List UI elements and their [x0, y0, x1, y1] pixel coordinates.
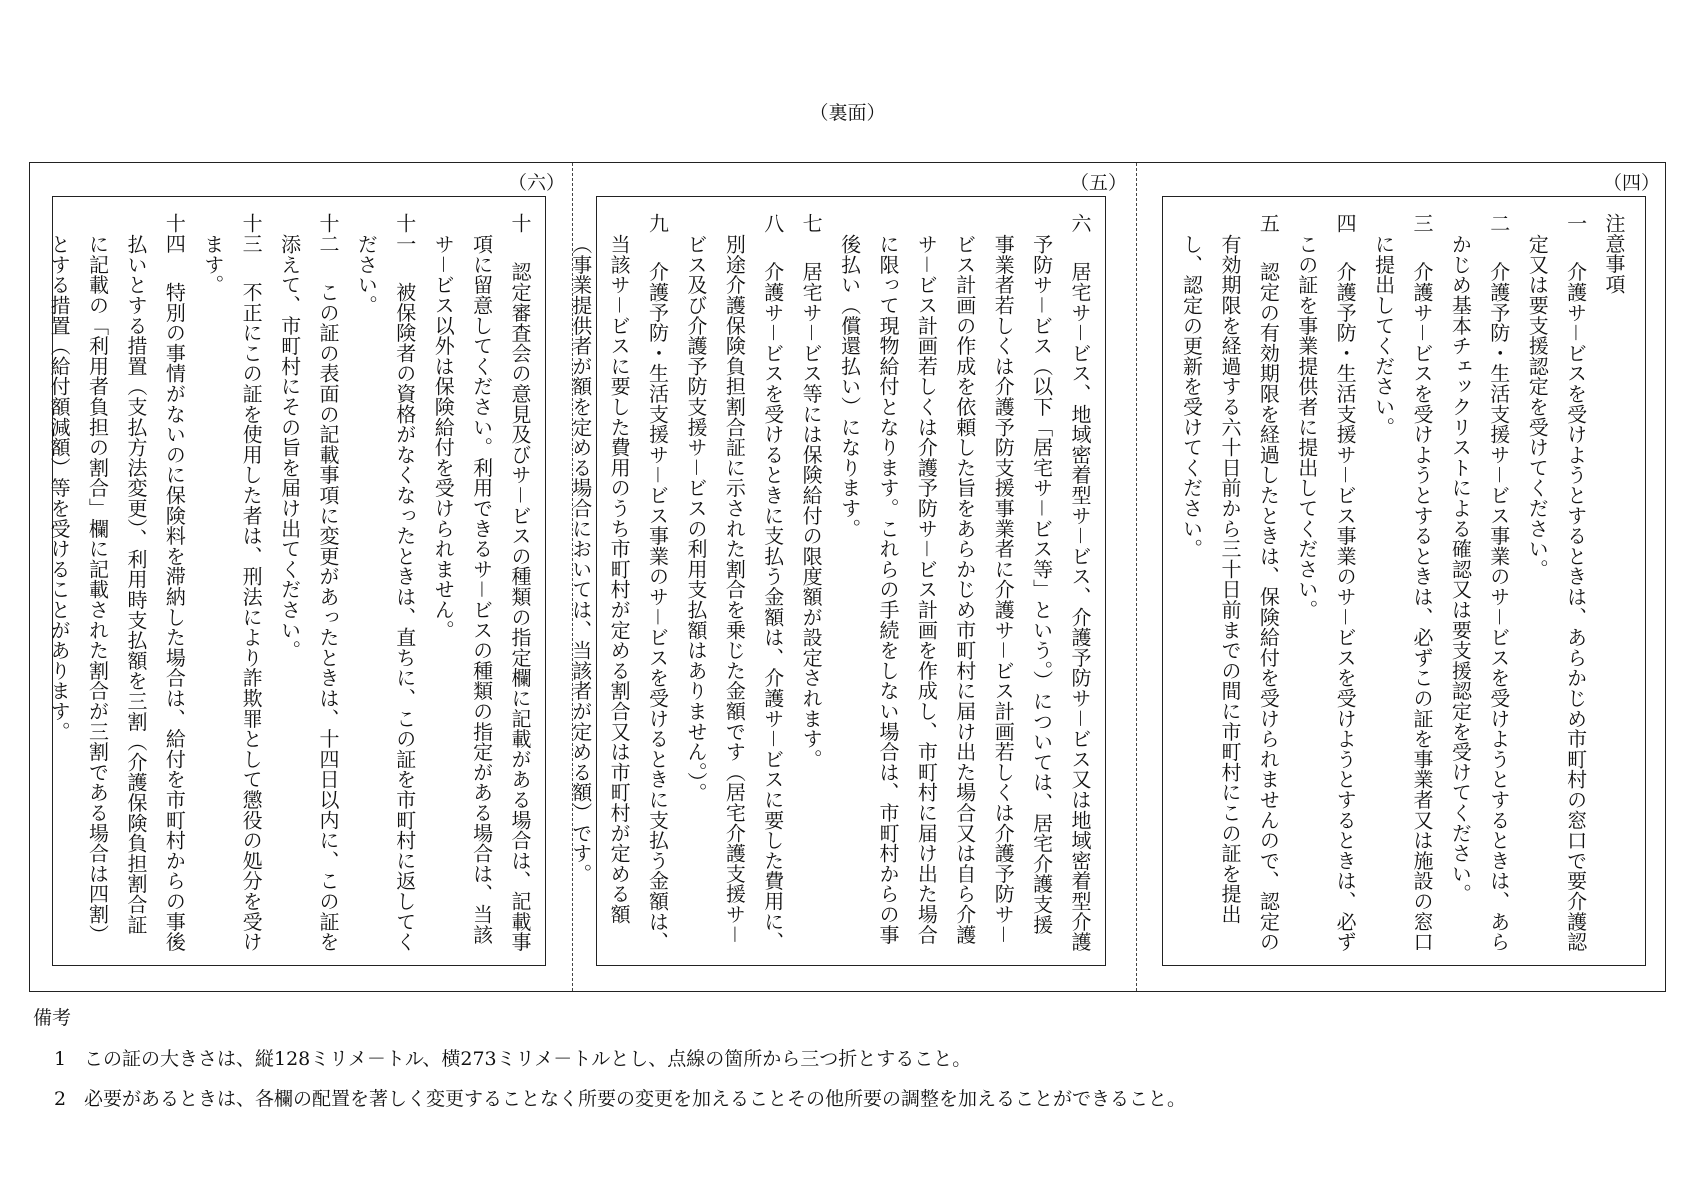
notice-item	[1172, 213, 1287, 953]
remarks-title: 備考	[33, 1007, 72, 1029]
item-number: 十一	[392, 213, 417, 254]
notice-item	[40, 213, 194, 953]
remark-text: この証の大きさは、縦128ミリメ－トル、横273ミリメ－トルとし、点線の箇所から三つ折とすること。	[84, 1048, 972, 1070]
item-number: 十	[508, 213, 532, 234]
notice-item	[1287, 213, 1364, 953]
panel-five-frame	[568, 196, 1106, 966]
panel-six-label: （六）	[508, 172, 566, 194]
item-text: 居宅サ－ビス、地域密着型サ－ビス、介護予防サ－ビス又は地域密着型介護予防サ－ビス（以下「居宅サ－ビス等」という。）については、居宅介護支援事業者若しくは介護予防支援事業者に介護サ－ビス計画若しくは介護予防サ－ビス計画の作成を依頼した旨をあらかじめ市町村に届け出た場合又は自ら介護サ－ビス計画若しくは介護予防サ－ビス計画を作成し、市町村に届け出た場合に限って現物給付となります。これらの手続をしない場合は、市町村からの事後払い（償還払い）になります。	[837, 234, 1092, 952]
item-text: 介護サ－ビスを受けようとするときは、あらかじめ市町村の窓口で要介護認定又は要支援認定を受けてください。	[1525, 234, 1588, 952]
item-number: 三	[1409, 213, 1434, 234]
item-text: 介護サ－ビスを受けようとするときは、必ずこの証を事業者又は施設の窓口に提出してください。	[1371, 234, 1434, 952]
item-text: 介護サ－ビスを受けるときに支払う金額は、介護サ－ビスに要した費用に、別途介護保険負担割合証に示された割合を乗じた金額です（居宅介護支援サ－ビス及び介護予防支援サ－ビスの利用支払額はありません。）。	[683, 234, 785, 952]
item-number: 十四	[162, 213, 187, 254]
notice-item	[1518, 213, 1595, 953]
item-text: 特別の事情がないのに保険料を滞納した場合は、給付を市町村からの事後払いとする措置（支払方法変更）、利用時支払額を三割（介護保険負担割合証に記載の「利用者負担の割合」欄に記載された割合が三割である場合は四割）とする措置（給付額減額）等を受けることがあります。	[47, 234, 187, 952]
item-number: 十二	[315, 213, 340, 254]
notice-item	[1364, 213, 1441, 953]
remarks	[33, 1003, 1673, 1124]
notice-item	[830, 213, 1099, 953]
remark-number: 2	[54, 1088, 67, 1110]
notice-item	[424, 213, 539, 953]
item-text: 居宅サ－ビス等には保険給付の限度額が設定されます。	[799, 261, 824, 770]
page-title: （裏面）	[809, 102, 886, 124]
panel-four-frame	[1162, 196, 1646, 966]
item-number: 十三	[239, 213, 264, 254]
notice-item	[677, 213, 792, 953]
item-number: 六	[1068, 213, 1092, 234]
panel-four-label: （四）	[1603, 172, 1661, 194]
item-number: 七	[799, 213, 824, 234]
item-number: 八	[760, 213, 785, 234]
panel-five-text	[561, 213, 1099, 953]
remark-item	[33, 1084, 1673, 1111]
item-text: 不正にこの証を使用した者は、刑法により詐欺罪として懲役の処分を受けます。	[200, 234, 264, 952]
item-text: 認定審査会の意見及びサ－ビスの種類の指定欄に記載がある場合は、記載事項に留意してください。利用できるサ－ビスの種類の指定がある場合は、当該サ－ビス以外は保険給付を受けられません。	[431, 234, 532, 952]
notice-item	[347, 213, 424, 953]
notice-item	[193, 213, 270, 953]
notice-item	[1441, 213, 1518, 953]
panel-five-label: （五）	[1070, 172, 1128, 194]
item-text: 被保険者の資格がなくなったときは、直ちに、この証を市町村に返してください。	[354, 234, 417, 952]
notice-item	[561, 213, 676, 953]
item-text: 介護予防・生活支援サ－ビス事業のサ－ビスを受けようとするときは、あらかじめ基本チェックリストによる確認又は要支援認定を受けてください。	[1448, 234, 1511, 952]
panel-four-text	[1172, 213, 1633, 953]
item-text: 認定の有効期限を経過したときは、保険給付を受けられませんので、認定の有効期限を経過する六十日前から三十日前までの間に市町村にこの証を提出し、認定の更新を受けてください。	[1179, 234, 1281, 952]
notice-item	[792, 213, 830, 953]
item-number: 一	[1563, 213, 1588, 234]
remark-item	[33, 1044, 1673, 1071]
item-number: 五	[1256, 213, 1281, 234]
panel-six-frame	[47, 196, 546, 966]
remark-number: 1	[54, 1048, 67, 1070]
fold-line-right	[1136, 163, 1137, 991]
item-text: 介護予防・生活支援サ－ビス事業のサ－ビスを受けようとするときは、必ずこの証を事業提供者に提出してください。	[1294, 234, 1358, 952]
item-text: 介護予防・生活支援サ－ビス事業のサ－ビスを受けるときに支払う金額は、当該サ－ビスに要した費用のうち市町村が定める割合又は市町村が定める額（事業提供者が額を定める場合においては、当該者が定める額）です。	[568, 234, 670, 952]
panel-six-text	[40, 213, 539, 953]
item-number: 二	[1486, 213, 1511, 234]
notice-heading: 注意事項	[1602, 213, 1626, 295]
remark-text: 必要があるときは、各欄の配置を著しく変更することなく所要の変更を加えることその他所要の調整を加えることができること。	[84, 1088, 1187, 1110]
item-text: この証の表面の記載事項に変更があったときは、十四日以内に、この証を添えて、市町村にその旨を届け出てください。	[277, 234, 340, 952]
item-number: 四	[1333, 213, 1358, 234]
item-number: 九	[645, 213, 670, 234]
notice-item	[270, 213, 347, 953]
